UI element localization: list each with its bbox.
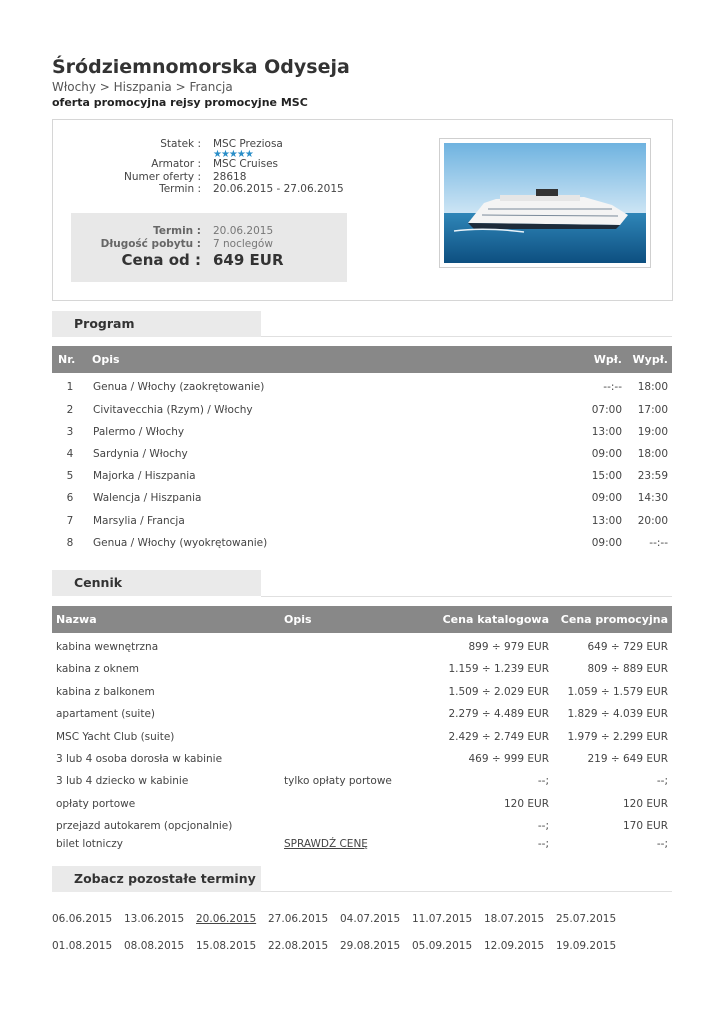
price-row-promo: 1.829 ÷ 4.039 EUR (567, 708, 668, 720)
date-link[interactable]: 11.07.2015 (412, 913, 473, 925)
price-row-promo: 170 EUR (623, 820, 668, 832)
program-row-wypl: --:-- (649, 537, 668, 549)
date-link[interactable]: 25.07.2015 (556, 913, 617, 925)
price-row-nazwa: bilet lotniczy (56, 838, 123, 850)
program-row (52, 377, 672, 399)
program-row (52, 488, 672, 510)
program-row-opis: Genua / Włochy (wyokrętowanie) (93, 537, 268, 549)
price-row-nazwa: MSC Yacht Club (suite) (56, 731, 175, 743)
date-link[interactable]: 05.09.2015 (412, 940, 473, 952)
program-row (52, 466, 672, 488)
statek-value: MSC Preziosa (213, 138, 283, 150)
date-link[interactable]: 04.07.2015 (340, 913, 401, 925)
program-section-heading (52, 311, 261, 337)
price-row-nazwa: 3 lub 4 dziecko w kabinie (56, 775, 189, 787)
program-row (52, 533, 672, 555)
price-row (52, 659, 672, 681)
price-summary-box (71, 213, 347, 282)
price-row-promo: 649 ÷ 729 EUR (587, 641, 668, 653)
program-row-wypl: 14:30 (637, 492, 668, 504)
price-row-katalog: --; (537, 820, 549, 832)
dlugosc-value: 7 noclegów (213, 238, 273, 250)
cennik-divider (261, 596, 672, 597)
program-row-wypl: 20:00 (637, 515, 668, 527)
price-row-nazwa: kabina z balkonem (56, 686, 155, 698)
date-link[interactable]: 29.08.2015 (340, 940, 401, 952)
date-link[interactable]: 15.08.2015 (196, 940, 257, 952)
date-link[interactable]: 06.06.2015 (52, 913, 113, 925)
rating-stars-icon: ★★★★★ (213, 149, 253, 160)
armator-label: Armator : (151, 158, 201, 170)
program-row-wpl: 07:00 (591, 404, 622, 416)
program-row (52, 511, 672, 533)
date-link[interactable]: 19.09.2015 (556, 940, 617, 952)
program-row-wpl: --:-- (603, 381, 622, 393)
price-row-katalog: 1.509 ÷ 2.029 EUR (448, 686, 549, 698)
price-row (52, 727, 672, 749)
date-link[interactable]: 22.08.2015 (268, 940, 329, 952)
price-row-promo: --; (656, 838, 668, 850)
statek-label: Statek : (160, 138, 201, 150)
price-row-katalog: --; (537, 838, 549, 850)
cennik-section-heading (52, 570, 261, 596)
program-row-nr: 6 (66, 492, 74, 504)
price-row-promo: 219 ÷ 649 EUR (587, 753, 668, 765)
program-row-opis: Marsylia / Francja (93, 515, 185, 527)
price-row (52, 637, 672, 659)
program-row-wypl: 18:00 (637, 448, 668, 460)
program-row-wypl: 17:00 (637, 404, 668, 416)
cena-value: 649 EUR (213, 251, 284, 269)
program-row-opis: Majorka / Hiszpania (93, 470, 196, 482)
dlugosc-label: Długość pobytu : (100, 238, 201, 250)
price-row (52, 682, 672, 704)
numer-value: 28618 (213, 171, 247, 183)
program-row-wpl: 15:00 (591, 470, 622, 482)
price-row-katalog: 120 EUR (504, 798, 549, 810)
price-row-nazwa: kabina wewnętrzna (56, 641, 159, 653)
price-row-katalog: 469 ÷ 999 EUR (468, 753, 549, 765)
price-row-nazwa: apartament (suite) (56, 708, 156, 720)
price-row-promo: 1.979 ÷ 2.299 EUR (567, 731, 668, 743)
col-nazwa: Nazwa (56, 613, 97, 626)
program-row-opis: Palermo / Włochy (93, 426, 185, 438)
check-price-link[interactable]: SPRAWDŹ CENĘ (284, 838, 368, 850)
program-row (52, 444, 672, 466)
date-link[interactable]: 13.06.2015 (124, 913, 185, 925)
price-row (52, 749, 672, 771)
program-row-wpl: 09:00 (591, 448, 622, 460)
price-row-katalog: 1.159 ÷ 1.239 EUR (448, 663, 549, 675)
price-row-promo: --; (656, 775, 668, 787)
date-link[interactable]: 27.06.2015 (268, 913, 329, 925)
terminy-heading-text: Zobacz pozostałe terminy (74, 871, 256, 886)
terminy-section-heading (52, 866, 261, 892)
terminy-divider (261, 891, 672, 892)
price-row-katalog: 899 ÷ 979 EUR (468, 641, 549, 653)
page-title: Śródziemnomorska Odyseja (52, 56, 350, 78)
numer-label: Numer oferty : (124, 171, 201, 183)
program-row-wpl: 09:00 (591, 492, 622, 504)
program-row-nr: 3 (66, 426, 74, 438)
program-row (52, 422, 672, 444)
program-table-header (52, 346, 672, 373)
price-row (52, 794, 672, 816)
program-row-wpl: 09:00 (591, 537, 622, 549)
program-row-nr: 1 (66, 381, 74, 393)
price-row-promo: 809 ÷ 889 EUR (587, 663, 668, 675)
box-termin-value: 20.06.2015 (213, 225, 274, 237)
termin-value: 20.06.2015 - 27.06.2015 (213, 183, 344, 195)
program-row-opis: Sardynia / Włochy (93, 448, 188, 460)
col-wypl: Wypł. (632, 353, 668, 366)
offer-info-box (52, 119, 673, 301)
program-row-nr: 8 (66, 537, 74, 549)
program-row-nr: 5 (66, 470, 74, 482)
program-row-opis: Walencja / Hiszpania (93, 492, 202, 504)
price-row (52, 704, 672, 726)
armator-value: MSC Cruises (213, 158, 279, 170)
current-date-link[interactable]: 20.06.2015 (196, 913, 257, 925)
program-row-opis: Genua / Włochy (zaokrętowanie) (93, 381, 265, 393)
date-link[interactable]: 08.08.2015 (124, 940, 185, 952)
ship-photo (439, 138, 651, 268)
program-row-wpl: 13:00 (591, 426, 622, 438)
cena-label: Cena od : (121, 251, 201, 269)
program-row-wypl: 19:00 (637, 426, 668, 438)
price-row (52, 771, 672, 793)
box-termin-label: Termin : (153, 225, 201, 237)
breadcrumb-route: Włochy > Hiszpania > Francja (52, 80, 233, 94)
cennik-table-header (52, 606, 672, 633)
col-promo: Cena promocyjna (560, 613, 668, 626)
program-divider (261, 336, 672, 337)
ship-image-icon (444, 143, 646, 263)
col-katalog: Cena katalogowa (442, 613, 549, 626)
price-row (52, 834, 672, 856)
price-row-nazwa: 3 lub 4 osoba dorosła w kabinie (56, 753, 223, 765)
promo-subtitle: oferta promocyjna rejsy promocyjne MSC (52, 96, 308, 109)
cennik-heading-text: Cennik (74, 575, 123, 590)
program-heading-text: Program (74, 316, 135, 331)
program-row-opis: Civitavecchia (Rzym) / Włochy (93, 404, 253, 416)
program-row-nr: 2 (66, 404, 74, 416)
program-row-nr: 7 (66, 515, 74, 527)
col-opis: Opis (92, 353, 120, 366)
price-row-katalog: --; (537, 775, 549, 787)
price-row-katalog: 2.429 ÷ 2.749 EUR (448, 731, 549, 743)
date-link[interactable]: 01.08.2015 (52, 940, 113, 952)
program-row-wypl: 23:59 (637, 470, 668, 482)
price-row-promo: 1.059 ÷ 1.579 EUR (567, 686, 668, 698)
price-row-nazwa: kabina z oknem (56, 663, 140, 675)
date-link[interactable]: 12.09.2015 (484, 940, 545, 952)
price-row-nazwa: opłaty portowe (56, 798, 136, 810)
program-row-nr: 4 (66, 448, 74, 460)
price-row-nazwa: przejazd autokarem (opcjonalnie) (56, 820, 233, 832)
col-wpl: Wpł. (593, 353, 622, 366)
price-row-katalog: 2.279 ÷ 4.489 EUR (448, 708, 549, 720)
program-row-wypl: 18:00 (637, 381, 668, 393)
program-row (52, 400, 672, 422)
col-opis-price: Opis (284, 613, 312, 626)
date-link[interactable]: 18.07.2015 (484, 913, 545, 925)
termin-label: Termin : (159, 183, 201, 195)
price-row-promo: 120 EUR (623, 798, 668, 810)
col-nr: Nr. (58, 353, 76, 366)
program-row-wpl: 13:00 (591, 515, 622, 527)
price-row-opis: tylko opłaty portowe (284, 775, 392, 787)
